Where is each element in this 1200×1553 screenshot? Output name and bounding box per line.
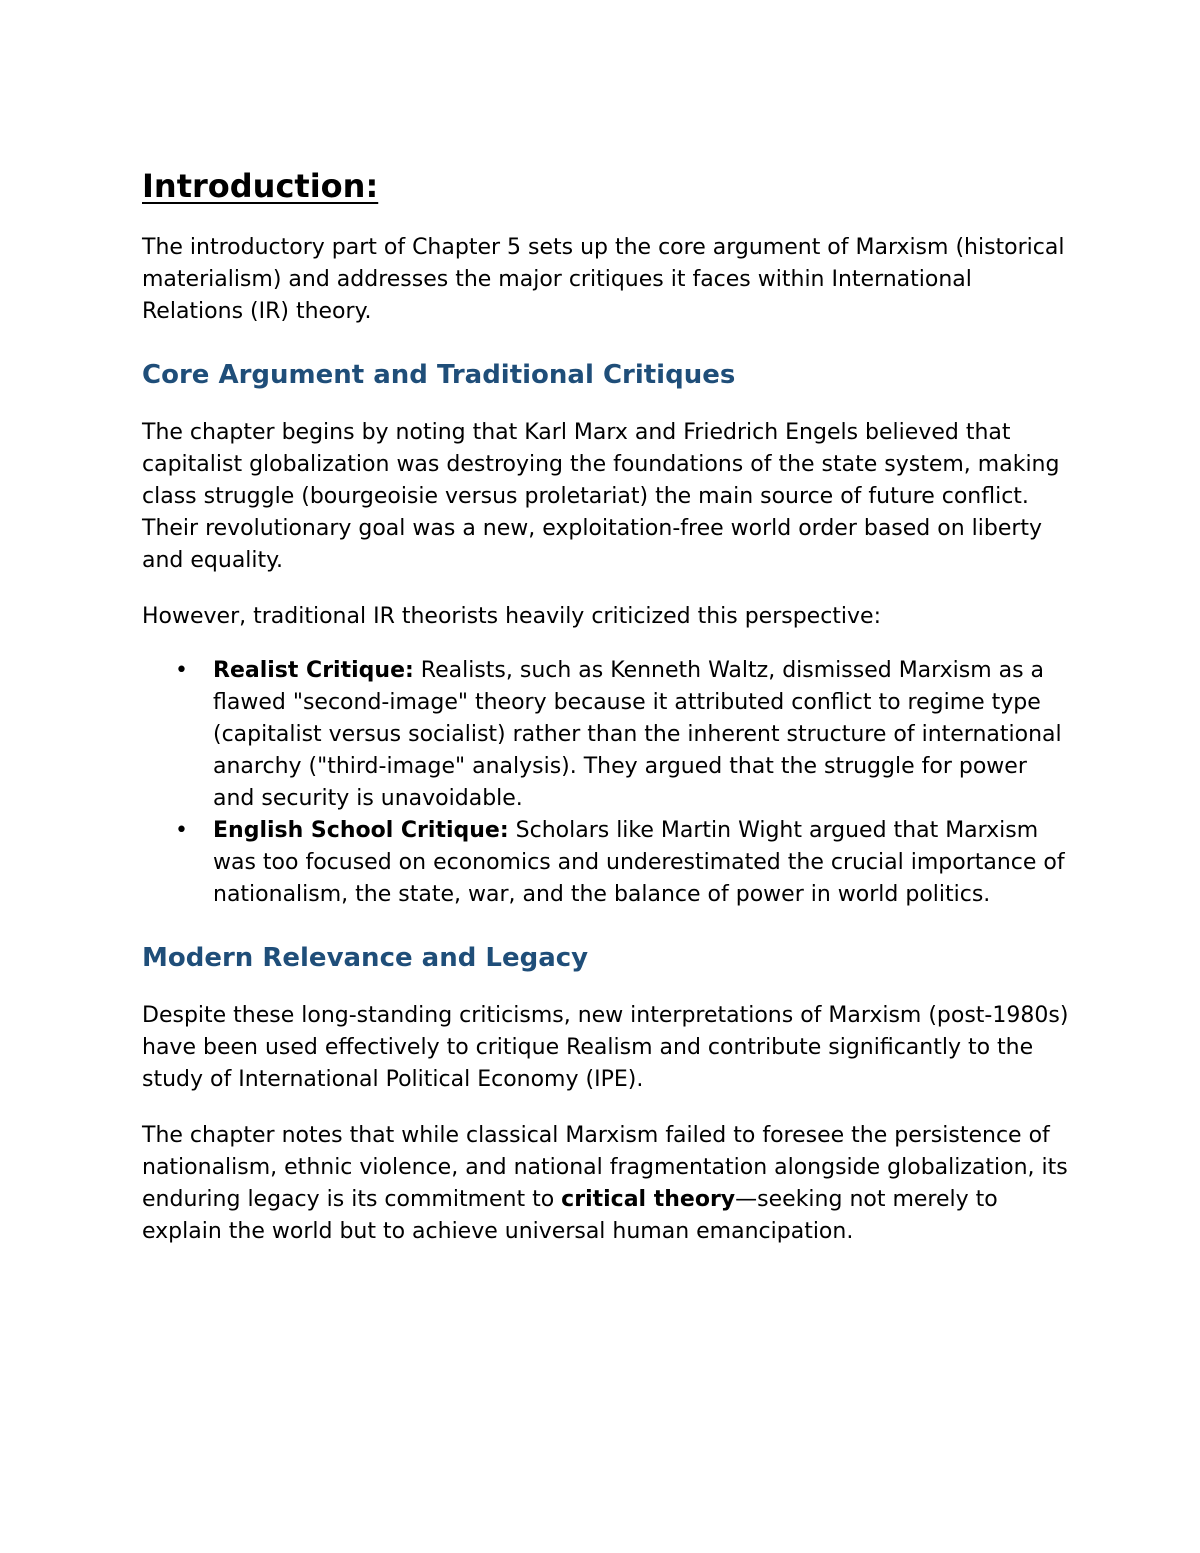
english-school-critique-label: English School Critique: [213,818,509,843]
bullet-icon: • [175,658,188,683]
critical-theory-term: critical theory [561,1187,736,1212]
bullet-icon: • [175,818,188,843]
modern-paragraph-1: Despite these long-standing criticisms, new interpretations of Marxism (post-1980s) have been used effectively to critique Realism and contribute significantly to the study of International Political Economy (IPE). [142,1003,1069,1092]
critiques-list [142,655,1072,911]
core-paragraph-2: However, traditional IR theorists heavily criticized this perspective: [142,604,882,629]
section-heading-core-argument: Core Argument and Traditional Critiques [142,360,736,390]
core-paragraph-1: The chapter begins by noting that Karl Marx and Friedrich Engels believed that capitalist globalization was destroying the foundations of the state system, making class struggle (bourgeoisie versus proletariat) the main source of future conflict. Their revolutionary goal was a new, exploitation-free world order based on liberty and equality. [142,420,1060,573]
modern-paragraph-2 [142,1120,1072,1248]
modern-paragraph-2-start: The chapter notes that while classical Marxism failed to foresee the persistence of nationalism, ethnic violence, and national fragmentation alongside globalization, its enduring legacy is its commitment to [142,1123,1068,1212]
english-school-critique-text: Scholars like Martin Wight argued that Marxism was too focused on economics and underestimated the crucial importance of nationalism, the state, war, and the balance of power in world politics. [213,818,1065,907]
section-heading-modern-relevance: Modern Relevance and Legacy [142,943,589,973]
list-item-english-school-critique [142,815,1072,911]
document-page [142,160,1072,1248]
list-item-realist-critique [142,655,1072,815]
document-title: Introduction: [142,167,379,205]
modern-paragraph-2-end: —seeking not merely to explain the world but to achieve universal human emancipation. [142,1187,998,1244]
intro-paragraph: The introductory part of Chapter 5 sets up the core argument of Marxism (historical materialism) and addresses the major critiques it faces within International Relations (IR) theory. [142,235,1065,324]
realist-critique-label: Realist Critique: [213,658,414,683]
realist-critique-text: Realists, such as Kenneth Waltz, dismissed Marxism as a flawed "second-image" theory because it attributed conflict to regime type (capitalist versus socialist) rather than the inherent structure of international anarchy ("third-image" analysis). They argued that the struggle for power and security is unavoidable. [213,658,1062,811]
